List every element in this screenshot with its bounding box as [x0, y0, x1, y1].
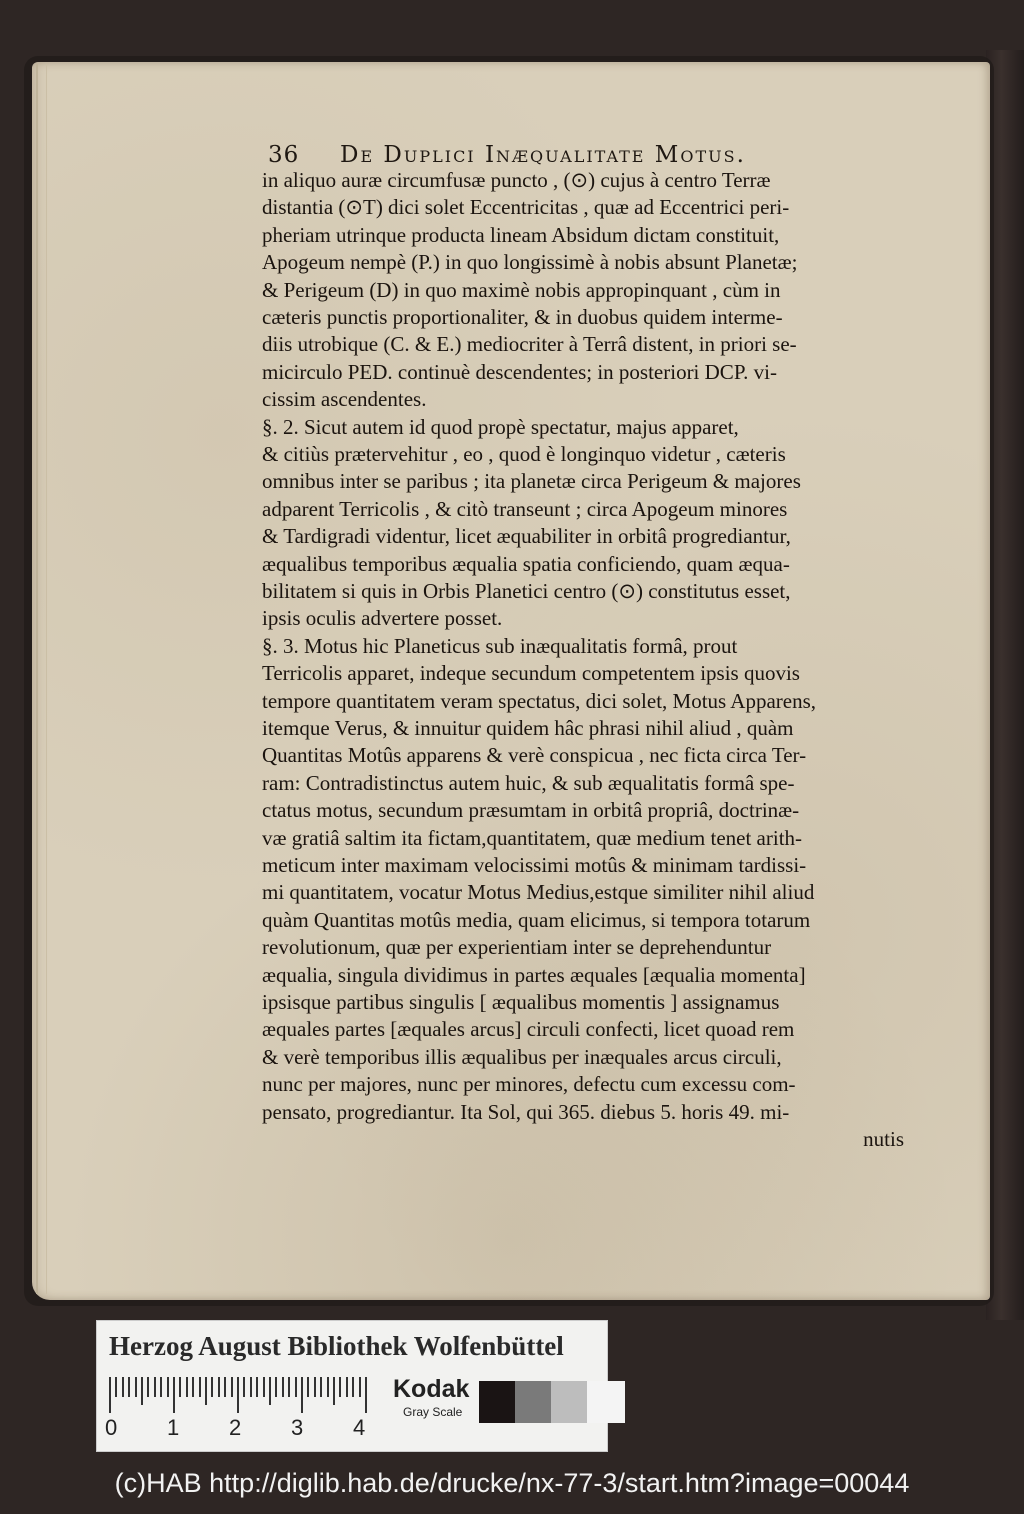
text-line: §. 2. Sicut autem id quod propè spectatur, majus apparet, [262, 414, 739, 439]
ruler-tick [237, 1377, 239, 1413]
ruler-number: 2 [229, 1415, 242, 1440]
ruler-tick [352, 1377, 354, 1397]
ruler-tick [211, 1377, 213, 1397]
ruler-number: 0 [105, 1415, 118, 1440]
ruler-number: 3 [291, 1415, 304, 1440]
text-line: cæteris punctis proportionaliter, & in duobus quidem interme- [262, 305, 783, 329]
footer-url: (c)HAB http://diglib.hab.de/drucke/nx-77-3/start.htm?image=00044 [114, 1468, 910, 1498]
ruler-tick [243, 1377, 245, 1397]
ruler-tick [256, 1377, 258, 1397]
ruler-tick [320, 1377, 322, 1397]
text-line: Apogeum nempè (P.) in quo longissimè à nobis absunt Planetæ; [262, 250, 798, 275]
ruler-tick [314, 1377, 316, 1397]
running-title: De Duplici Inæqualitate Motus. [340, 142, 746, 168]
ruler-tick [179, 1377, 181, 1397]
text-line: ctatus motus, secundum præsumtam in orbitâ propriâ, doctrinæ- [262, 798, 800, 823]
ruler-tick [115, 1377, 117, 1397]
ruler-tick [135, 1377, 137, 1397]
ruler-tick [128, 1377, 130, 1397]
text-line: cissim ascendentes. [262, 387, 427, 412]
text-line: pensato, progrediantur. Ita Sol, qui 365. diebus 5. horis 49. mi- [262, 1099, 790, 1124]
text-line: ipsisque partibus singulis [ æqualibus momentis ] assignamus [262, 990, 780, 1014]
gray-swatch [515, 1381, 553, 1423]
text-line: mi quantitatem, vocatur Motus Medius,estque similiter nihil aliud [262, 880, 815, 905]
ruler-scale [109, 1377, 379, 1413]
ruler-tick [231, 1377, 233, 1397]
ruler-tick [167, 1377, 169, 1397]
ruler-tick [160, 1377, 162, 1397]
ruler-tick [346, 1377, 348, 1397]
ruler-tick [301, 1377, 303, 1413]
text-line: §. 3. Motus hic Planeticus sub inæqualitatis formâ, prout [262, 633, 738, 658]
text-line: æqualibus temporibus æqualia spatia conficiendo, quam æqua- [262, 551, 790, 576]
text-line: adparent Terricolis , & citò transeunt ; circa Apogeum minores [262, 496, 788, 521]
ruler-tick [307, 1377, 309, 1397]
gray-swatch [479, 1381, 517, 1423]
text-line: æquales partes [æquales arcus] circuli confecti, licet quoad rem [262, 1017, 795, 1042]
ruler-number: 4 [353, 1415, 366, 1440]
text-line: Quantitas Motûs apparens & verè conspicua , nec ficta circa Ter- [262, 743, 807, 768]
text-line: nunc per majores, nunc per minores, defectu cum excessu com- [262, 1072, 796, 1097]
ruler-tick [269, 1377, 271, 1405]
text-line: revolutionum, quæ per experientiam inter se deprehenduntur [262, 935, 772, 960]
ruler-tick [333, 1377, 335, 1405]
ruler-tick [192, 1377, 194, 1397]
ruler-tick [224, 1377, 226, 1397]
text-line: & verè temporibus illis æqualibus per inæquales arcus circuli, [262, 1044, 782, 1069]
text-line: bilitatem si quis in Orbis Planetici centro (⊙) constitutus esset, [262, 579, 791, 603]
ruler-tick [218, 1377, 220, 1397]
ruler-tick [122, 1377, 124, 1397]
color-calibration-card [96, 1320, 608, 1452]
text-line: væ gratiâ saltim ita fictam,quantitatem, quæ medium tenet arith- [262, 825, 803, 850]
gray-swatch [587, 1381, 625, 1423]
ruler-tick [109, 1377, 111, 1413]
page-number: 36 [268, 142, 300, 168]
ruler-tick [359, 1377, 361, 1397]
ruler-tick [295, 1377, 297, 1397]
library-name: Herzog August Bibliothek Wolfenbüttel [109, 1331, 564, 1361]
ruler-tick [365, 1377, 367, 1413]
ruler-numbers [105, 1415, 379, 1441]
kodak-logo: Kodak [393, 1375, 470, 1403]
ruler-tick [173, 1377, 175, 1413]
ruler-tick [263, 1377, 265, 1397]
ruler-tick [205, 1377, 207, 1405]
text-line: in aliquo auræ circumfusæ puncto , (⊙) cujus à centro Terræ [262, 168, 771, 192]
ruler-tick [147, 1377, 149, 1397]
ruler-tick [275, 1377, 277, 1397]
text-line: & citiùs prætervehitur , eo , quod è longinquo videtur , cæteris [262, 442, 786, 466]
text-line: omnibus inter se paribus ; ita planetæ circa Perigeum & majores [262, 469, 801, 494]
ruler-tick [288, 1377, 290, 1397]
text-line: meticum inter maximam velocissimi motûs & minimam tardissi- [262, 853, 807, 877]
text-line: & Perigeum (D) in quo maximè nobis appropinquant , cùm in [262, 277, 781, 302]
text-line: diis utrobique (C. & E.) mediocriter à Terrâ distent, in priori se- [262, 332, 797, 357]
text-line: micirculo PED. continuè descendentes; in posteriori DCP. vi- [262, 359, 777, 384]
ruler-number: 1 [167, 1415, 180, 1440]
text-line: æqualia, singula dividimus in partes æquales [æqualia momenta] [262, 962, 806, 987]
ruler-tick [339, 1377, 341, 1397]
ruler-tick [186, 1377, 188, 1397]
page-edges [36, 64, 47, 1294]
ruler-tick [141, 1377, 143, 1405]
text-line: ipsis oculis advertere posset. [262, 606, 503, 631]
text-line: quàm Quantitas motûs media, quam elicimus, si tempora totarum [262, 907, 811, 932]
ruler-tick [282, 1377, 284, 1397]
ruler-tick [154, 1377, 156, 1397]
text-line: & Tardigradi videntur, licet æquabiliter in orbitâ progrediantur, [262, 524, 791, 549]
gray-swatch [551, 1381, 589, 1423]
text-line: itemque Verus, & innuitur quidem hâc phrasi nihil aliud , quàm [262, 716, 794, 740]
ruler-tick [250, 1377, 252, 1397]
text-line: tempore quantitatem veram spectatus, dici solet, Motus Apparens, [262, 688, 817, 713]
ruler-tick [199, 1377, 201, 1397]
text-line: distantia (⊙T) dici solet Eccentricitas , quæ ad Eccentrici peri- [262, 195, 790, 220]
text-line: ram: Contradistinctus autem huic, & sub æqualitatis formâ spe- [262, 770, 795, 795]
text-line: Terricolis apparet, indeque secundum competentem ipsis quovis [262, 661, 800, 686]
text-line: pheriam utrinque producta lineam Absidum dictam constituit, [262, 222, 780, 247]
text-line: nutis [863, 1127, 904, 1151]
gray-scale-label: Gray Scale [403, 1405, 463, 1419]
ruler-tick [327, 1377, 329, 1397]
